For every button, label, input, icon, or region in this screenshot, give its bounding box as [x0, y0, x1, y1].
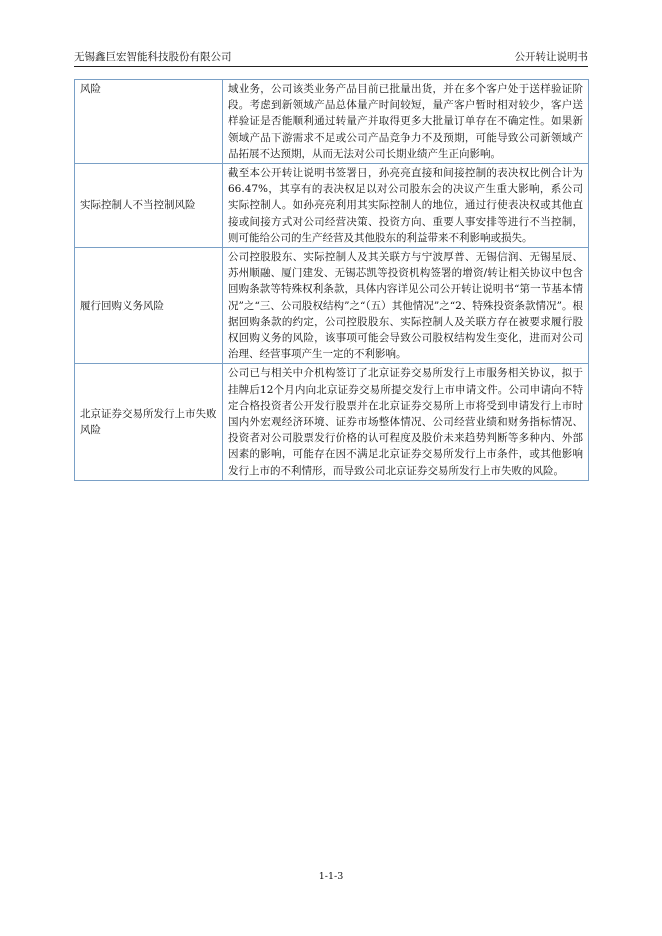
risk-desc-cell: 公司控股股东、实际控制人及其关联方与宁波厚普、无锡信润、无锡星辰、苏州顺融、厦门建发、无锡芯凯等投资机构签署的增资/转让相关协议中包含回购条款等特殊权利条款，具体内容详见公司公开转让说明书“第一节基本情况”之“三、公司股权结构”之“（五）其他情况”之“2、特殊投资条款情况”。根据回购条款的约定，公司控股股东、实际控制人及关联方存在被要求履行股权回购义务的风险，该事项可能会导致公司股权结构发生变化，进而对公司治理、经营事项产生一定的不利影响。 [223, 248, 589, 364]
table-row [75, 248, 589, 364]
document-title: 公开转让说明书 [514, 51, 588, 63]
table-row [75, 164, 589, 248]
risk-name-cell: 实际控制人不当控制风险 [75, 164, 223, 248]
risk-table [74, 79, 589, 481]
header-divider [74, 66, 588, 67]
page-number: 1-1-3 [318, 871, 344, 882]
risk-desc-cell: 截至本公开转让说明书签署日，孙亮亮直接和间接控制的表决权比例合计为66.47%，其享有的表决权足以对公司股东会的决议产生重大影响，系公司实际控制人。如孙亮亮利用其实际控制人的地位，通过行使表决权或其他直接或间接方式对公司经营决策、投资方向、重要人事安排等进行不当控制，则可能给公司的生产经营及其他股东的利益带来不利影响或损失。 [223, 164, 589, 248]
page-header [74, 46, 588, 64]
risk-name-cell: 北京证券交易所发行上市失败风险 [75, 364, 223, 480]
risk-name-cell: 风险 [75, 80, 223, 164]
table-row [75, 80, 589, 164]
table-row [75, 364, 589, 480]
risk-desc-cell: 公司已与相关中介机构签订了北京证券交易所发行上市服务相关协议，拟于挂牌后12个月内向北京证券交易所提交发行上市申请文件。公司申请向不特定合格投资者公开发行股票并在北京证券交易所上市将受到申请发行上市时国内外宏观经济环境、证券市场整体情况、公司经营业绩和财务指标情况、投资者对公司股票发行价格的认可程度及股价未来趋势判断等多种内、外部因素的影响，可能存在因不满足北京证券交易所发行上市条件，或其他影响发行上市的不利情形，而导致公司北京证券交易所发行上市失败的风险。 [223, 364, 589, 480]
risk-desc-cell: 域业务，公司该类业务产品目前已批量出货，并在多个客户处于送样验证阶段。考虑到新领域产品总体量产时间较短，量产客户暂时相对较少，客户送样验证是否能顺利通过转量产并取得更多大批量订单存在不确定性。如果新领域产品下游需求不足或公司产品竞争力不及预期，可能导致公司新领域产品拓展不达预期，从而无法对公司长期业绩产生正向影响。 [223, 80, 589, 164]
risk-name-cell: 履行回购义务风险 [75, 248, 223, 364]
company-name: 无锡鑫巨宏智能科技股份有限公司 [74, 51, 232, 63]
